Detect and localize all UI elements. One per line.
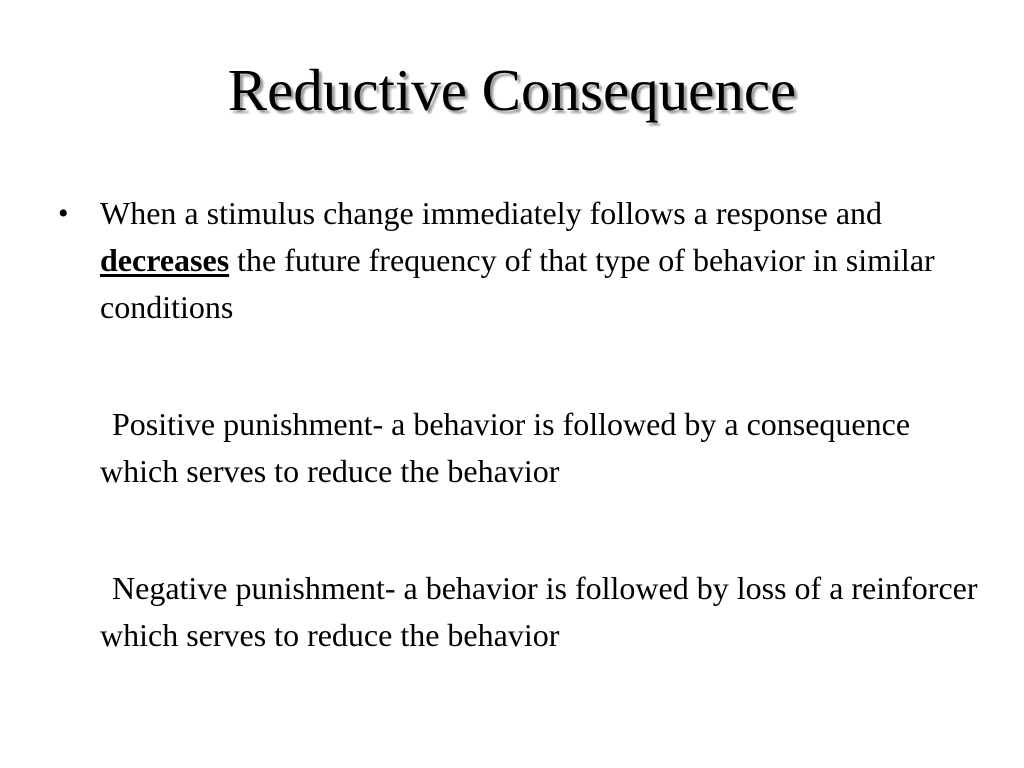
bullet-text-before: When a stimulus change immediately follows a response and (100, 195, 883, 231)
bullet-marker: • (58, 197, 69, 230)
positive-punishment-text: Positive punishment- a behavior is followed by a consequence which serves to reduce the behavior (100, 406, 911, 489)
bullet-item (58, 190, 978, 331)
bullet-text-after: the future frequency of that type of behavior in similar conditions (100, 242, 935, 325)
positive-punishment-paragraph (58, 401, 978, 495)
negative-punishment-paragraph (58, 565, 978, 659)
emphasized-term: decreases (100, 242, 230, 278)
slide-body (58, 190, 978, 659)
slide-title: Reductive Consequence (227, 57, 797, 123)
negative-punishment-text: Negative punishment- a behavior is followed by loss of a reinforcer which serves to reduce the behavior (100, 570, 978, 653)
bullet-text (100, 190, 978, 331)
